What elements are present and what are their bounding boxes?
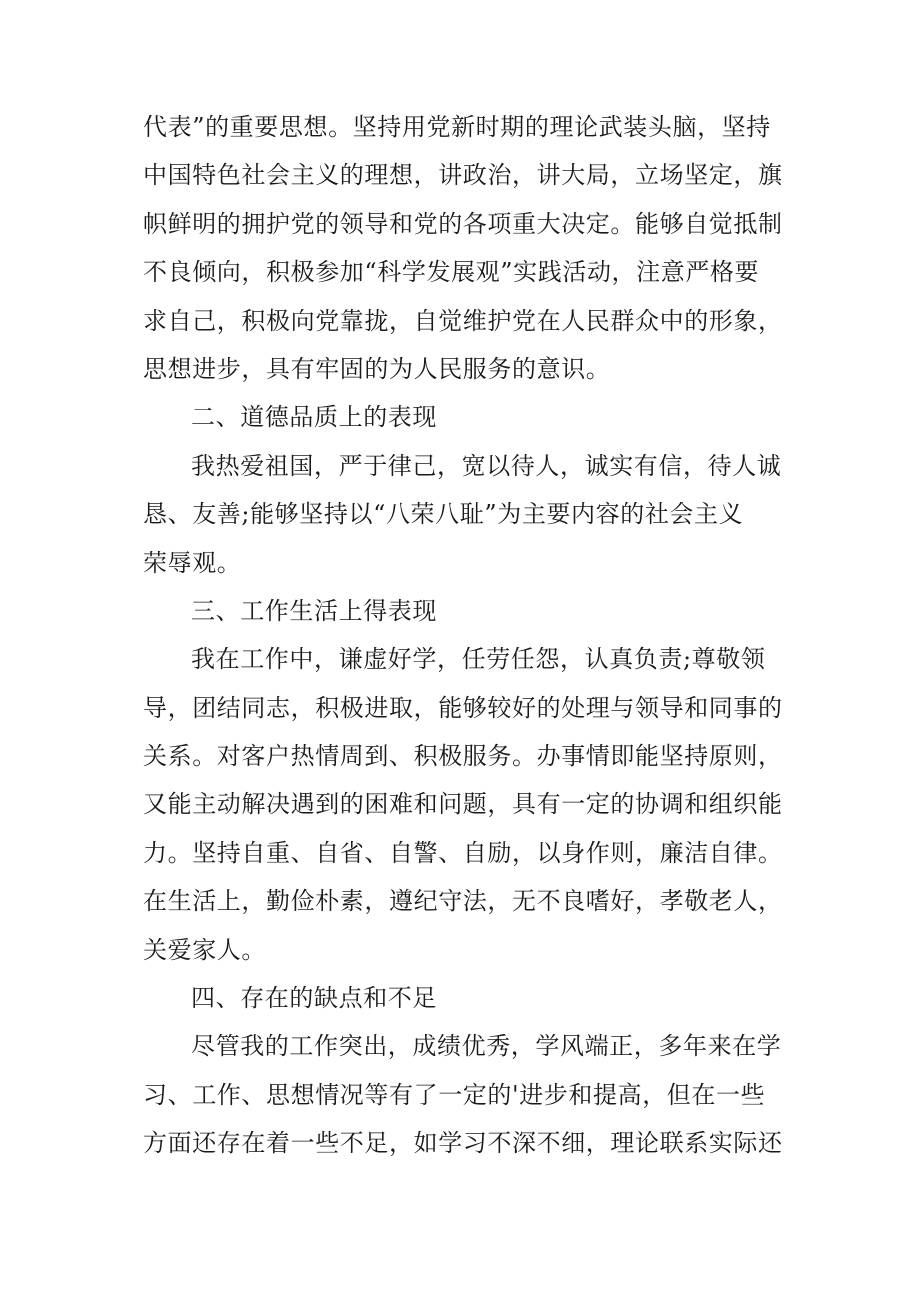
text-line: 思想进步，具有牢固的为人民服务的意识。	[143, 354, 611, 383]
text-line: 关系。对客户热情周到、积极服务。办事情即能坚持原则，	[143, 742, 783, 771]
text-line: 恳、友善;能够坚持以“八荣八耻”为主要内容的社会主义	[143, 500, 744, 529]
text-line: 导，团结同志，积极进取，能够较好的处理与领导和同事的	[143, 693, 783, 722]
document-body	[143, 103, 783, 1168]
text-line: 尽管我的工作突出，成绩优秀，学风端正，多年来在学	[191, 1032, 782, 1061]
text-line: 帜鲜明的拥护党的领导和党的各项重大决定。能够自觉抵制	[143, 209, 783, 238]
text-line: 不良倾向，积极参加“科学发展观”实践活动，注意严格要	[143, 258, 760, 287]
text-line: 代表”的重要思想。坚持用党新时期的理论武装头脑，坚持	[143, 113, 771, 141]
text-line: 力。坚持自重、自省、自警、自励，以身作则，廉洁自律。	[143, 838, 783, 867]
text-line: 又能主动解决遇到的困难和问题，具有一定的协调和组织能	[143, 790, 783, 819]
text-line: 求自己，积极向党靠拢，自觉维护党在人民群众中的形象，	[143, 306, 783, 335]
text-line: 中国特色社会主义的理想，讲政治，讲大局，立场坚定，旗	[143, 161, 783, 190]
section-heading-work-life: 三、工作生活上得表现	[191, 596, 437, 625]
section-heading-shortcomings: 四、存在的缺点和不足	[191, 984, 437, 1013]
text-line: 习、工作、思想情况等有了一定的'进步和提高，但在一些	[143, 1080, 766, 1109]
text-line: 方面还存在着一些不足，如学习不深不细，理论联系实际还	[143, 1129, 783, 1158]
text-line: 在生活上，勤俭朴素，遵纪守法，无不良嗜好，孝敬老人，	[143, 887, 783, 916]
text-line: 关爱家人。	[143, 935, 266, 964]
text-line: 我在工作中，谦虚好学，任劳任怨，认真负责;尊敬领	[191, 645, 766, 674]
section-heading-moral-quality: 二、道德品质上的表现	[191, 403, 437, 432]
text-line: 我热爱祖国，严于律己，宽以待人，诚实有信，待人诚	[191, 451, 782, 480]
text-line: 荣辱观。	[143, 548, 242, 577]
